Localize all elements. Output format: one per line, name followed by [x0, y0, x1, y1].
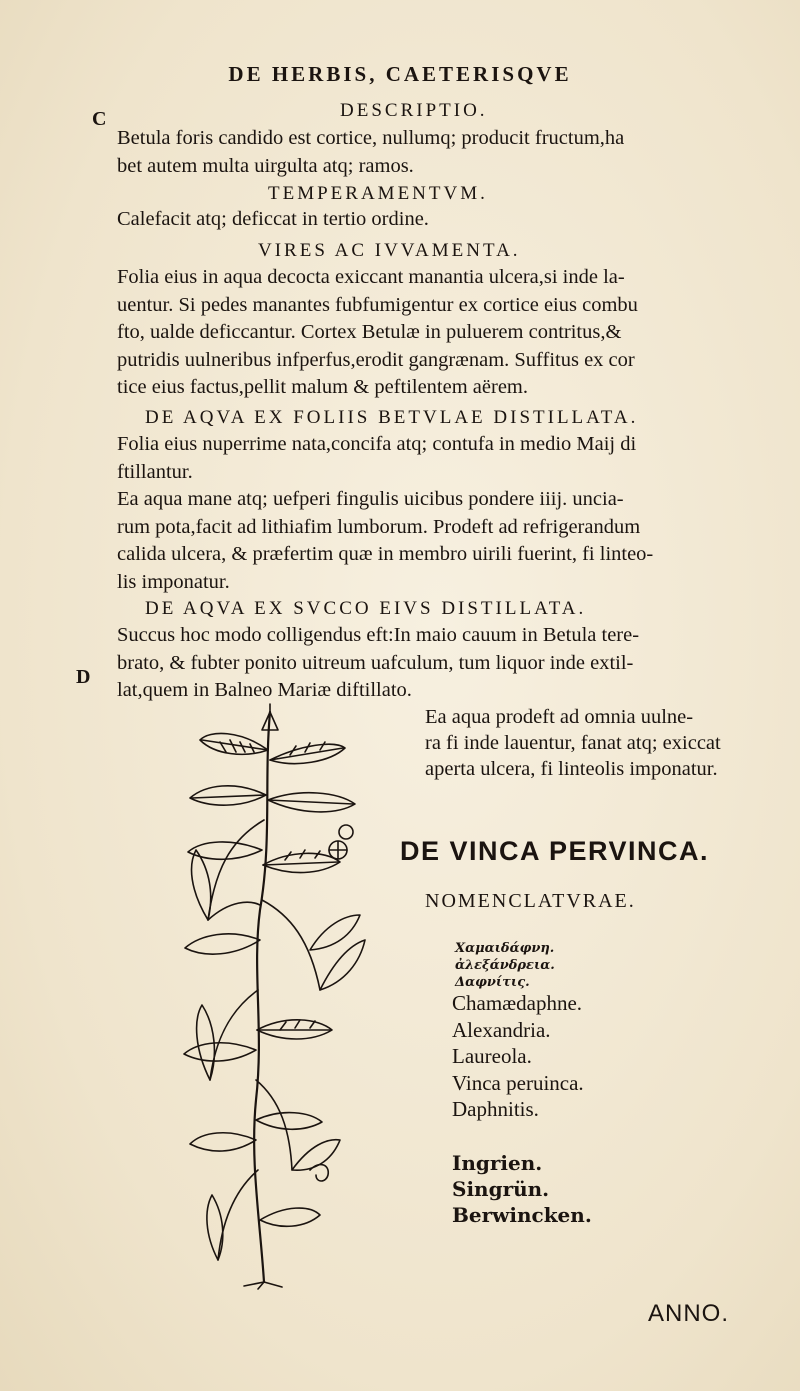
greek-names — [455, 940, 555, 991]
text-line: Folia eius nuperrime nata,concifa atq; contufa in medio Maij di — [117, 433, 637, 455]
aqua-succo-text — [117, 622, 793, 705]
text-line: Ea aqua prodeft ad omnia uulne- — [425, 706, 694, 728]
descriptio-heading: DESCRIPTIO. — [340, 100, 488, 121]
german-name: Berwincken. — [452, 1203, 592, 1227]
aqua-foliis-heading: DE AQVA EX FOLIIS BETVLAE DISTILLATA. — [145, 407, 639, 428]
greek-name: Δαφνίτις. — [455, 975, 530, 990]
latin-name: Alexandria. — [452, 1017, 551, 1042]
text-line: Succus hoc modo colligendus eft:In maio cauum in Betula tere- — [117, 624, 640, 646]
temperamentum-text — [117, 206, 793, 234]
vinca-woodcut-illustration — [160, 700, 385, 1290]
text-line: ftillantur. — [117, 460, 193, 483]
nomenclature-heading: NOMENCLATVRAE. — [425, 890, 636, 912]
text-line: bet autem multa uirgulta atq; ramos. — [117, 154, 414, 177]
text-line: Ea aqua mane atq; uefperi fingulis uicibus pondere iiij. uncia- — [117, 488, 624, 511]
german-name: Ingrien. — [452, 1151, 543, 1175]
text-line: lis imponatur. — [117, 570, 230, 593]
text-line: lat,quem in Balneo Mariæ diftillato. — [117, 679, 412, 702]
greek-name: Χαμαιδάφνη. — [455, 941, 555, 956]
latin-name: Daphnitis. — [452, 1097, 539, 1121]
latin-name: Laureola. — [452, 1044, 532, 1068]
margin-letter-top: C — [92, 108, 107, 130]
text-line: ra fi inde lauentur, fanat atq; exiccat — [425, 732, 721, 754]
text-line: putridis uulneribus infperfus,erodit gangrænam. Suffitus ex cor — [117, 348, 635, 371]
german-name: Singrün. — [452, 1177, 550, 1201]
aqua-succo-side-text — [425, 704, 795, 782]
catchword: ANNO. — [648, 1300, 730, 1327]
latin-names — [452, 990, 584, 1123]
greek-name: ἀλεξάνδρεια. — [455, 958, 555, 973]
vires-heading: VIRES AC IVVAMENTA. — [258, 240, 521, 261]
german-names — [452, 1150, 592, 1228]
text-line: brato, & fubter ponito uitreum uafculum, tum liquor inde extil- — [117, 651, 634, 674]
latin-name: Vinca peruinca. — [452, 1070, 584, 1095]
margin-letter-middle: D — [76, 666, 91, 688]
latin-name: Chamædaphne. — [452, 991, 583, 1015]
text-line: uentur. Si pedes manantes fubfumigentur ex cortice eius combu — [117, 293, 638, 316]
temperamentum-heading: TEMPERAMENTVM. — [268, 183, 488, 204]
text-line: aperta ulcera, fi linteolis imponatur. — [425, 758, 718, 780]
vires-text — [117, 264, 793, 402]
descriptio-text — [117, 125, 793, 180]
aqua-succo-heading: DE AQVA EX SVCCO EIVS DISTILLATA. — [145, 598, 587, 619]
text-line: Betula foris candido est cortice, nullumq; producit fructum,ha — [117, 127, 625, 149]
running-head: DE HERBIS, CAETERISQVE — [228, 62, 572, 86]
text-line: fto, ualde deficcantur. Cortex Betulæ in puluerem contritus,& — [117, 321, 622, 344]
text-line: calida ulcera, & præfertim quæ in membro uirili fuerint, fi linteo- — [117, 543, 654, 566]
text-line: rum pota,facit ad lithiafim lumborum. Prodeft ad refrigerandum — [117, 515, 641, 538]
text-line: tice eius factus,pellit malum & peftilentem aërem. — [117, 376, 528, 399]
text-line: Folia eius in aqua decocta exiccant manantia ulcera,si inde la- — [117, 266, 625, 288]
vinca-title: DE VINCA PERVINCA. — [400, 836, 710, 866]
text-line: Calefacit atq; deficcat in tertio ordine. — [117, 208, 429, 230]
aqua-foliis-text — [117, 431, 793, 597]
